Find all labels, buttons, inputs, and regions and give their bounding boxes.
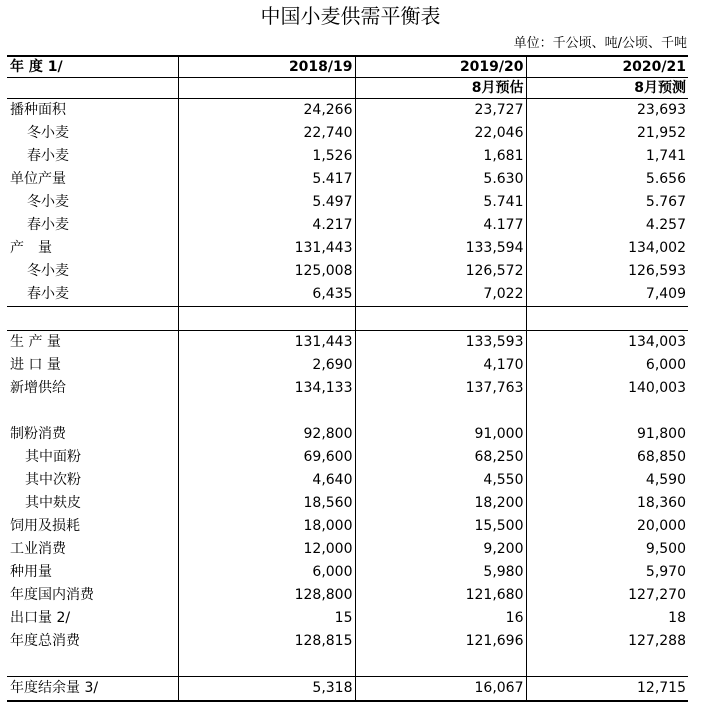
table-row	[7, 99, 688, 123]
cell: 22,046	[355, 122, 526, 145]
cell: 12,000	[178, 538, 355, 561]
cell: 128,815	[178, 630, 355, 653]
table-row	[7, 446, 688, 469]
table-row	[7, 191, 688, 214]
cell: 127,270	[526, 584, 688, 607]
cell: 121,696	[355, 630, 526, 653]
year-2018-header: 2018/19	[178, 56, 355, 78]
row-label: 春小麦	[27, 286, 69, 302]
cell: 18,000	[178, 515, 355, 538]
cell: 7,022	[355, 283, 526, 307]
row-label: 制粉消费	[10, 426, 66, 442]
cell: 15	[178, 607, 355, 630]
ending-stock-row	[7, 677, 688, 702]
cell: 134,133	[178, 377, 355, 400]
header-row	[7, 56, 688, 78]
cell: 5.417	[178, 168, 355, 191]
cell: 4,640	[178, 469, 355, 492]
cell: 9,500	[526, 538, 688, 561]
cell: 6,435	[178, 283, 355, 307]
blank-row	[7, 307, 688, 331]
wheat-balance-table	[7, 55, 688, 702]
table-row	[7, 283, 688, 307]
row-label: 生 产 量	[7, 331, 178, 355]
cell: 4,170	[355, 354, 526, 377]
row-label: 产 量	[10, 240, 52, 256]
cell: 1,741	[526, 145, 688, 168]
note-2019: 8月预估	[355, 78, 526, 99]
table-row	[7, 630, 688, 653]
header-note-row	[7, 78, 688, 99]
row-label: 单位产量	[10, 171, 66, 187]
cell: 1,526	[178, 145, 355, 168]
cell: 21,952	[526, 122, 688, 145]
row-label: 年度总消费	[10, 633, 80, 649]
cell: 133,593	[355, 331, 526, 355]
year-2020-header: 2020/21	[526, 56, 688, 78]
row-label: 种用量	[10, 564, 52, 580]
cell: 16,067	[355, 677, 526, 702]
cell: 4,550	[355, 469, 526, 492]
row-label: 其中次粉	[25, 472, 81, 488]
cell: 68,850	[526, 446, 688, 469]
cell: 133,594	[355, 237, 526, 260]
cell: 5,980	[355, 561, 526, 584]
row-label: 饲用及损耗	[10, 518, 80, 534]
note-2018	[178, 78, 355, 99]
cell: 91,800	[526, 423, 688, 446]
cell: 4,590	[526, 469, 688, 492]
table-row	[7, 584, 688, 607]
row-label: 其中面粉	[25, 449, 81, 465]
cell: 140,003	[526, 377, 688, 400]
blank-row	[7, 653, 688, 677]
cell: 16	[355, 607, 526, 630]
row-label: 冬小麦	[27, 194, 69, 210]
table-row	[7, 354, 688, 377]
year-header: 年 度 1/	[7, 56, 178, 78]
cell: 5.497	[178, 191, 355, 214]
cell: 69,600	[178, 446, 355, 469]
row-label: 年度国内消费	[10, 587, 94, 603]
cell: 5.767	[526, 191, 688, 214]
table-title: 中国小麦供需平衡表	[260, 4, 441, 28]
row-label: 播种面积	[10, 102, 66, 118]
cell: 2,690	[178, 354, 355, 377]
cell: 18,200	[355, 492, 526, 515]
table-row	[7, 561, 688, 584]
cell: 4.177	[355, 214, 526, 237]
row-label: 工业消费	[10, 541, 66, 557]
cell: 23,693	[526, 99, 688, 123]
cell: 5,318	[178, 677, 355, 702]
row-label: 春小麦	[27, 217, 69, 233]
cell: 91,000	[355, 423, 526, 446]
cell: 1,681	[355, 145, 526, 168]
row-label: 春小麦	[27, 148, 69, 164]
table-row	[7, 515, 688, 538]
year-2019-header: 2019/20	[355, 56, 526, 78]
cell: 5.741	[355, 191, 526, 214]
row-label: 新增供给	[10, 380, 66, 396]
cell: 127,288	[526, 630, 688, 653]
cell: 121,680	[355, 584, 526, 607]
table-row	[7, 168, 688, 191]
cell: 9,200	[355, 538, 526, 561]
cell: 5.656	[526, 168, 688, 191]
table-row	[7, 538, 688, 561]
table-row	[7, 377, 688, 400]
row-label: 冬小麦	[27, 263, 69, 279]
table-row	[7, 331, 688, 355]
cell: 6,000	[526, 354, 688, 377]
table-row	[7, 122, 688, 145]
cell: 92,800	[178, 423, 355, 446]
cell: 137,763	[355, 377, 526, 400]
cell: 12,715	[526, 677, 688, 702]
row-label: 其中麸皮	[25, 495, 81, 511]
cell: 5,970	[526, 561, 688, 584]
cell: 126,593	[526, 260, 688, 283]
cell: 7,409	[526, 283, 688, 307]
row-label: 年度结余量 3/	[7, 677, 178, 702]
row-label: 出口量 2/	[10, 610, 71, 626]
cell: 134,003	[526, 331, 688, 355]
header-note-blank	[7, 78, 178, 99]
cell: 5.630	[355, 168, 526, 191]
table-row	[7, 214, 688, 237]
unit-note: 单位：千公顷、吨/公顷、千吨	[513, 36, 687, 51]
cell: 22,740	[178, 122, 355, 145]
table-row	[7, 145, 688, 168]
cell: 131,443	[178, 331, 355, 355]
cell: 24,266	[178, 99, 355, 123]
cell: 4.217	[178, 214, 355, 237]
cell: 15,500	[355, 515, 526, 538]
cell: 126,572	[355, 260, 526, 283]
cell: 128,800	[178, 584, 355, 607]
blank-row	[7, 400, 688, 423]
row-label: 进 口 量	[10, 357, 61, 373]
table-row	[7, 423, 688, 446]
cell: 68,250	[355, 446, 526, 469]
cell: 125,008	[178, 260, 355, 283]
cell: 131,443	[178, 237, 355, 260]
cell: 20,000	[526, 515, 688, 538]
note-2020: 8月预测	[526, 78, 688, 99]
table-row	[7, 260, 688, 283]
cell: 18	[526, 607, 688, 630]
table-row	[7, 492, 688, 515]
cell: 18,360	[526, 492, 688, 515]
cell: 18,560	[178, 492, 355, 515]
cell: 23,727	[355, 99, 526, 123]
cell: 6,000	[178, 561, 355, 584]
cell: 134,002	[526, 237, 688, 260]
table-row	[7, 237, 688, 260]
cell: 4.257	[526, 214, 688, 237]
table-row	[7, 469, 688, 492]
table-row	[7, 607, 688, 630]
row-label: 冬小麦	[27, 125, 69, 141]
